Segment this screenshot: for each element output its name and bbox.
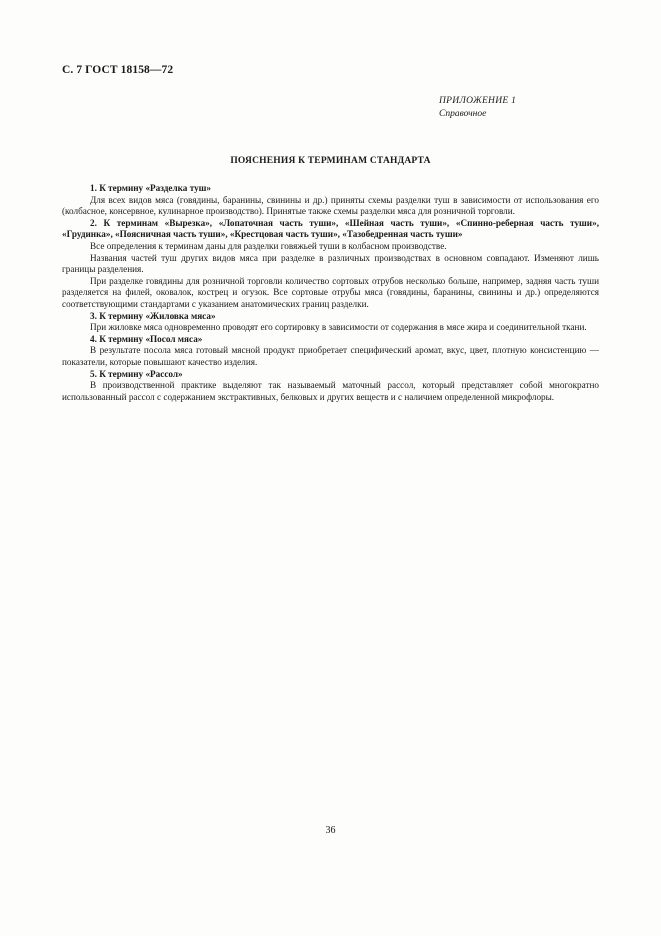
document-body bbox=[62, 183, 599, 403]
section-title: ПОЯСНЕНИЯ К ТЕРМИНАМ СТАНДАРТА bbox=[230, 156, 431, 166]
term-5-text: В производственной практике выделяют так называемый маточный рассол, который представляет собой многократно использованный рассол с содержанием экстрактивных, белковых и других веществ и с наличием определенной микрофлоры. bbox=[62, 380, 599, 402]
appendix-title: ПРИЛОЖЕНИЕ 1 bbox=[439, 96, 517, 106]
term-4-heading: 4. К термину «Посол мяса» bbox=[90, 333, 203, 344]
term-2-heading: 2. К терминам «Вырезка», «Лопаточная часть туши», «Шейная часть туши», «Спинно-реберная часть туши», «Грудинка», «Поясничная часть туши», «Крестцовая часть туши», «Тазобедренная часть туши» bbox=[62, 217, 599, 240]
appendix-subtitle: Справочное bbox=[439, 109, 487, 119]
term-3-text: При жиловке мяса одновременно проводят его сортировку в зависимости от содержания в мясе жира и соединительной ткани. bbox=[90, 322, 587, 333]
page-number: 36 bbox=[325, 825, 336, 836]
term-3-heading: 3. К термину «Жиловка мяса» bbox=[90, 310, 216, 321]
page-header: С. 7 ГОСТ 18158—72 bbox=[62, 64, 174, 76]
term-5-heading: 5. К термину «Рассол» bbox=[90, 368, 183, 379]
appendix-label bbox=[439, 95, 599, 121]
term-2-text-a: Все определения к терминам даны для разделки говяжьей туши в колбасном производстве. bbox=[90, 240, 447, 251]
term-4-text: В результате посола мяса готовый мясной продукт приобретает специфический аромат, вкус, цвет, плотную консистенцию — показатели, которые повышают качество изделия. bbox=[62, 345, 599, 367]
term-2-text-b: Названия частей туш других видов мяса при разделке в различных производствах в основном совпадают. Изменяют лишь границы разделения. bbox=[62, 252, 599, 275]
term-1-heading: 1. К термину «Разделка туш» bbox=[90, 183, 212, 193]
term-1-text: Для всех видов мяса (говядины, баранины, свинины и др.) приняты схемы разделки туш в зависимости от использования его (колбасное, консервное, кулинарное производство). Принятые также схемы разделки мяса для розничной торговли. bbox=[62, 194, 599, 217]
term-2-text-c: При разделке говядины для розничной торговли количество сортовых отрубов несколько больше, например, задняя часть туши разделяется на филей, оковалок, кострец и огузок. Все сортовые отрубы мяса (говядины, баранины, свинины и др.) определяются соответствующими стандартами с указанием анатомических границ разделки. bbox=[62, 275, 599, 309]
